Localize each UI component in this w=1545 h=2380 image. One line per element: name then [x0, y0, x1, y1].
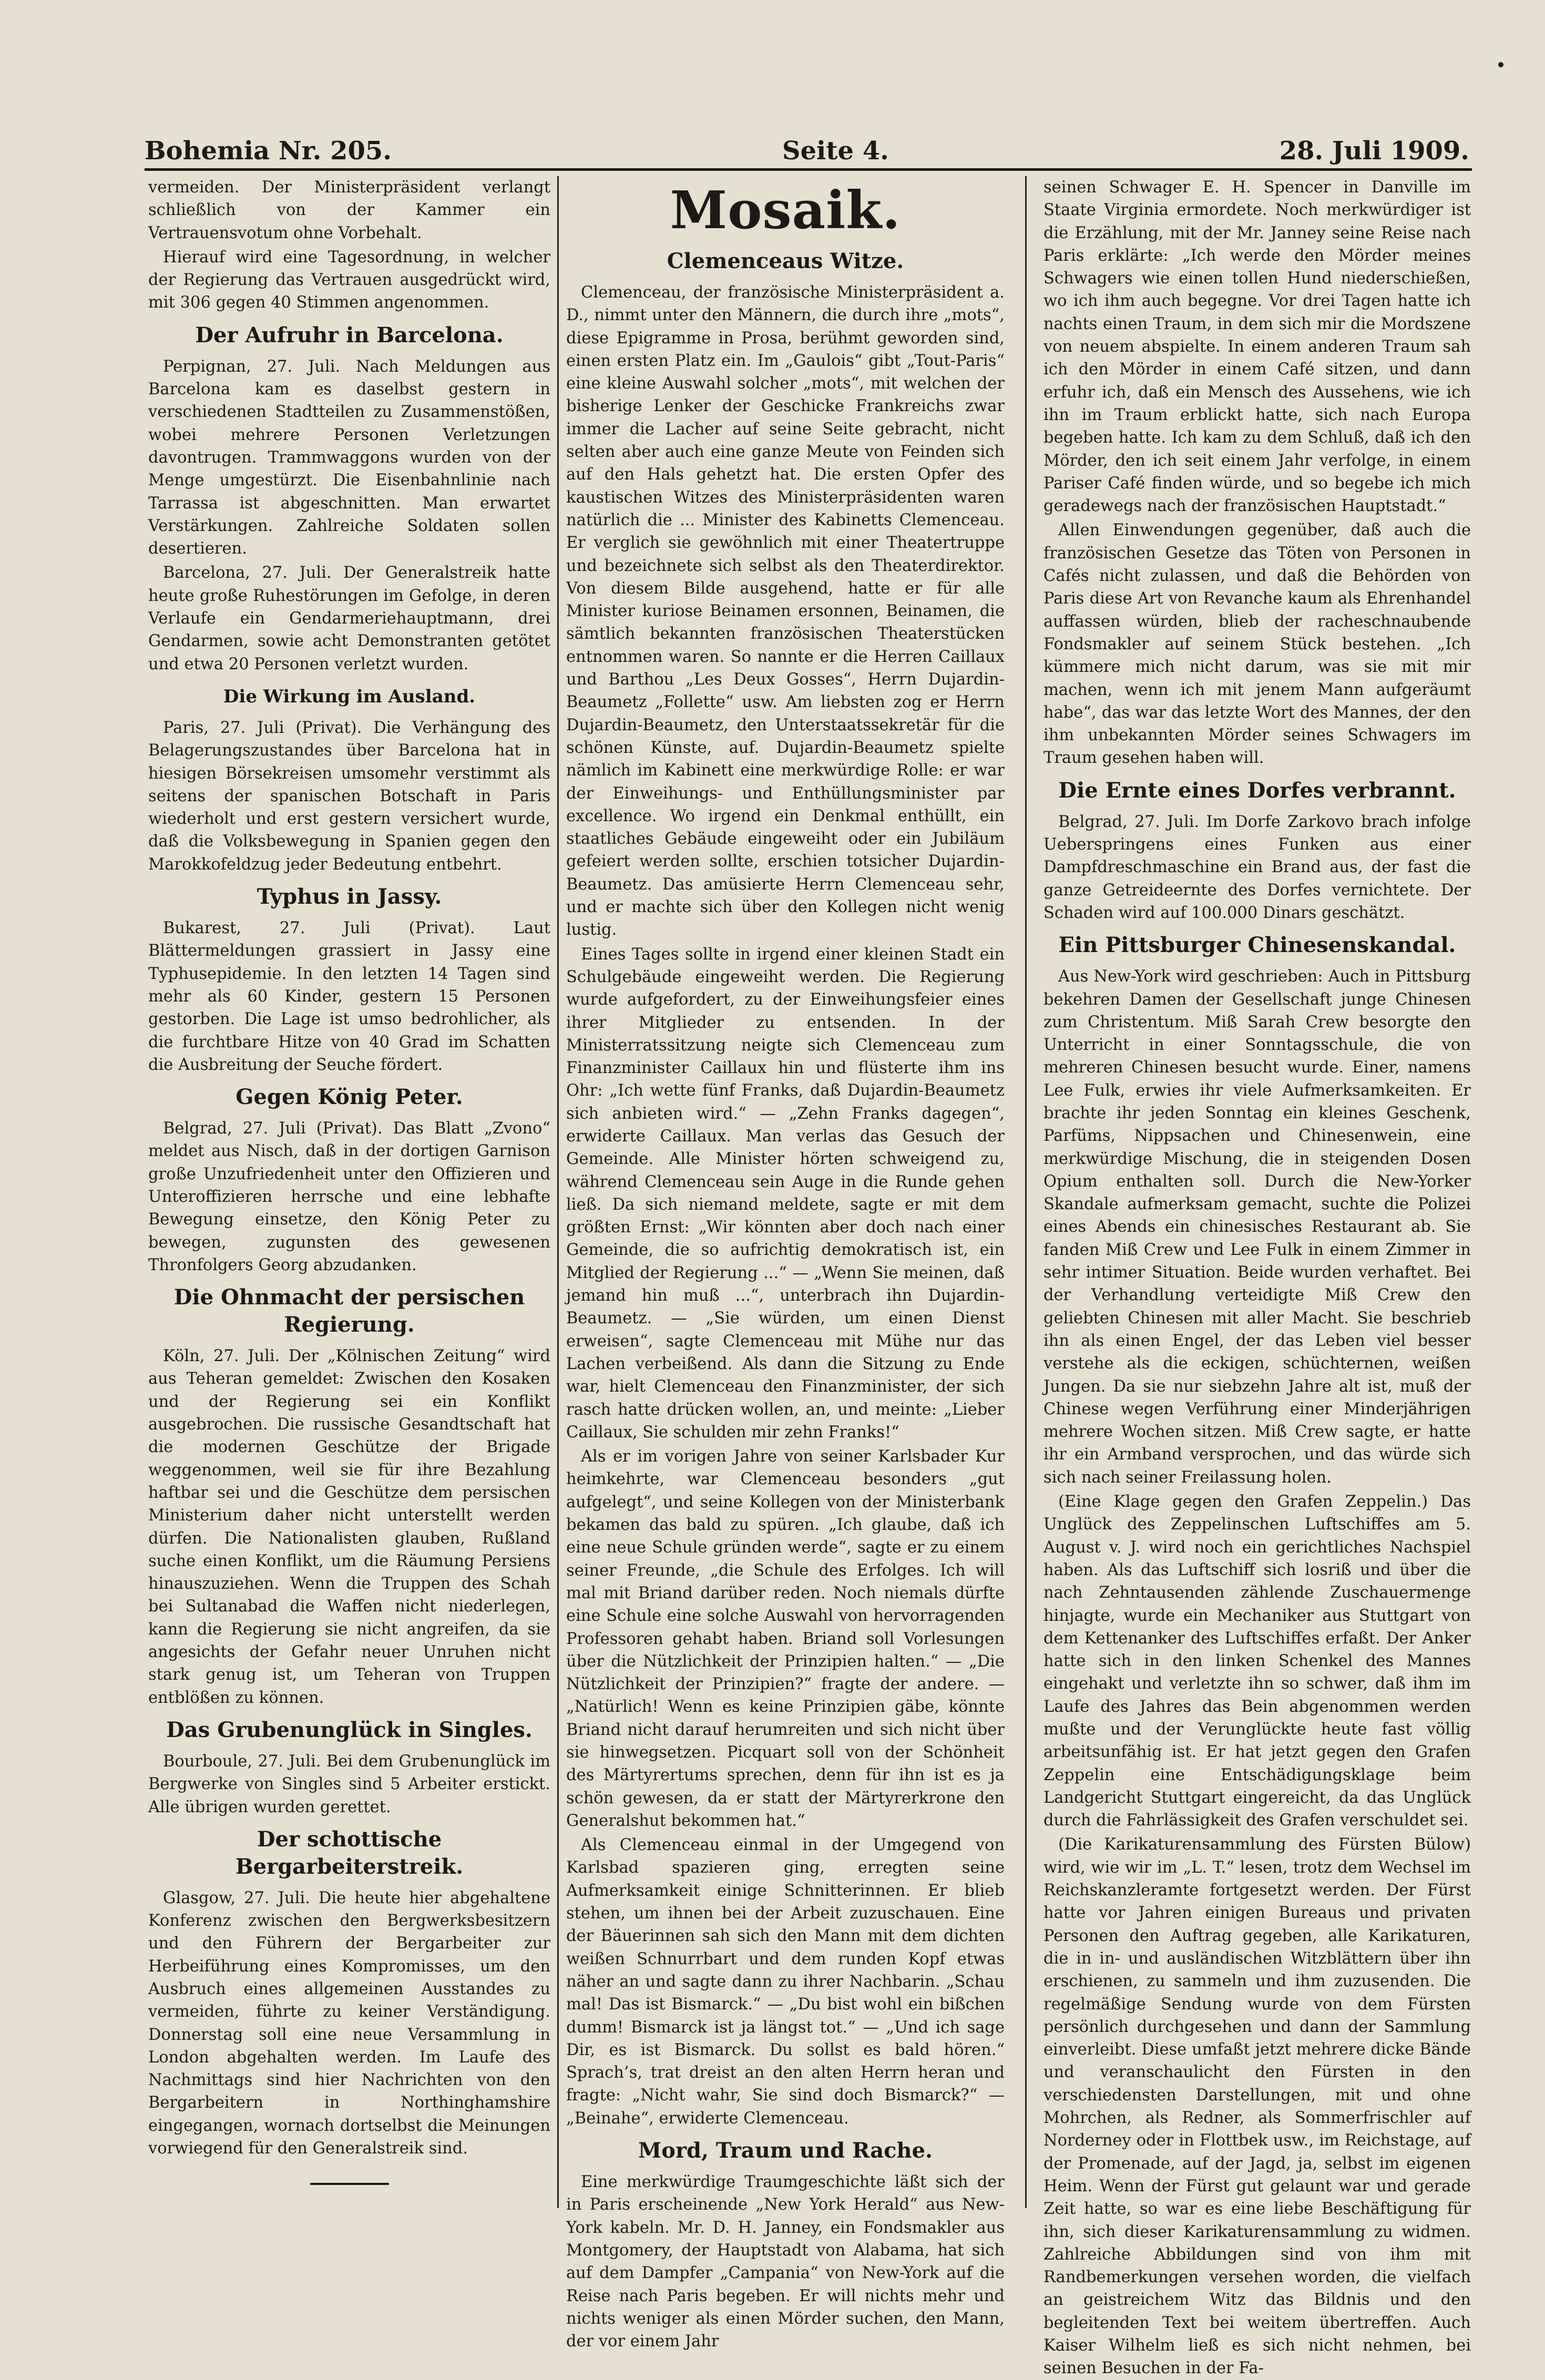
- column-middle: [566, 176, 1005, 2351]
- headline-grubenunglueck: Das Grubenunglück in Singles.: [166, 1717, 533, 1742]
- article-paragraph: Belgrad, 27. Juli (Privat). Das Blatt „Zvono“ meldet aus Nisch, daß in der dortigen Garnison große Unzufriedenheit unter den Offizieren und Unteroffizieren herrsche und eine lebhafte Bewegung einsetze, den König Peter zu bewegen, zugunsten des gewesenen Thronfolgers Georg abzudanken.: [148, 1119, 550, 1274]
- headline-aufruhr-barcelona: Der Aufruhr in Barcelona.: [195, 322, 504, 348]
- article-paragraph: (Eine Klage gegen den Grafen Zeppelin.) Das Unglück des Zeppelinschen Luftschiffes am 5. August v. J. wird noch ein gerichtliches Nachspiel haben. Als das Luftschiff sich losriß und über die nach Zehntausenden zählende Zuschauermenge hinjagte, wurde ein Mechaniker aus Stuttgart von dem Kettenanker des Luftschiffes erfaßt. Der Anker hatte sich in den linken Schenkel des Mannes eingehakt und verletzte ihn so schwer, daß ihm im Laufe des Jahres das Bein abgenommen werden mußte und der Verunglückte heute fast völlig arbeitsunfähig ist. Er hat jetzt gegen den Grafen Zeppelin eine Entschädigungsklage beim Landgericht Stuttgart eingereicht, da das Unglück durch die Fahrlässigkeit des Grafen verschuldet sei.: [1043, 1493, 1471, 1830]
- article-paragraph: Eines Tages sollte in irgend einer kleinen Stadt ein Schulgebäude eingeweiht werden. Die Regierung wurde aufgefordert, zu der Einweihungsfeier eines ihrer Mitglieder zu entsenden. In der Ministerratssitzung neigte sich Clemenceau zum Finanzminister Caillaux hin und flüsterte ihm ins Ohr: „Ich wette fünf Franks, daß Dujardin-Beaumetz sich anbieten wird.“ — „Zehn Franks dagegen“, erwiderte Caillaux. Man verlas das Gesuch der Gemeinde. Alle Minister hörten schweigend zu, während Clemenceau sein Auge in die Runde gehen ließ. Da sich niemand meldete, sagte er mit dem größten Ernst: „Wir könnten aber doch nach einer Gemeinde, die so aufrichtig demokratisch ist, ein Mitglied der Regierung ...“ — „Wenn Sie meinen, daß jemand hin muß ...“, unterbrach ihn Dujardin-Beaumetz. — „Sie würden, um einen Dienst erweisen“, sagte Clemenceau mit Mühe nur das Lachen verbeißend. Als dann die Sitzung zu Ende war, hielt Clemenceau den Finanzminister, der sich rasch hatte drücken wollen, an, und meinte: „Lieber Caillaux, Sie schulden mir zehn Franks!“: [566, 945, 1005, 1442]
- header-rule: [145, 168, 1472, 171]
- article-paragraph: vermeiden. Der Ministerpräsident verlangt schließlich von der Kammer ein Vertrauensvotum ohne Vorbehalt.: [148, 178, 550, 242]
- page-header: [145, 118, 1469, 166]
- article-paragraph: Köln, 27. Juli. Der „Kölnischen Zeitung“ wird aus Teheran gemeldet: Zwischen den Kosaken und der Regierung sei ein Konflikt ausgebrochen. Die russische Gesandtschaft hat die modernen Geschütze der Brigade weggenommen, weil sie für ihre Bezahlung haftbar sei und die Geschütze dem persischen Ministerium daher nicht unterstellt werden dürfen. Die Nationalisten glauben, Rußland suche einen Konflikt, um die Räumung Persiens hinauszuziehen. Wenn die Truppen des Schah bei Sultanabad die Waffen nicht niederlegen, kann die Regierung sie nicht angreifen, da sie angesichts der Gefahr neuer Unruhen nicht stark genug ist, um Teheran von Truppen entblößen zu können.: [148, 1347, 550, 1707]
- section-title-mosaik: Mosaik.: [670, 180, 901, 241]
- column-left: [148, 176, 550, 2213]
- headline-ohnmacht-persien: Die Ohnmacht der persischen Regierung.: [173, 1285, 525, 1337]
- article-paragraph: Eine merkwürdige Traumgeschichte läßt sich der in Paris erscheinende „New York Herald“ aus New-York kabeln. Mr. D. H. Janney, ein Fondsmakler aus Montgomery, der Hauptstadt von Alabama, hat sich auf dem Dampfer „Campania“ von New-York auf die Reise nach Paris begeben. Er will nichts mehr und nichts weniger als einen Mörder suchen, den Mann, der vor einem Jahr: [566, 2173, 1005, 2351]
- article-paragraph: Allen Einwendungen gegenüber, daß auch die französischen Gesetze das Töten von Personen in Cafés nicht zulassen, und daß die Behörden von Paris diese Art von Revanche kaum als Ehrenhandel auffassen würden, blieb der racheschnaubende Fondsmakler auf seinem Stück bestehen. „Ich kümmere mich nicht darum, was sie mit mir machen, wenn ich mit jenem Mann aufgeräumt habe“, das war das letzte Wort des Mannes, der den ihm unbekannten Mörder seines Schwagers im Traum gesehen haben will.: [1043, 521, 1471, 768]
- article-paragraph: Paris, 27. Juli (Privat). Die Verhängung des Belagerungszustandes über Barcelona hat in hiesigen Börsekreisen umsomehr verstimmt als seitens der spanischen Botschaft in Paris wiederholt und erst gestern versichert wurde, daß die Volksbewegung in Spanien gegen den Marokkofeldzug jeder Bedeutung entbehrt.: [148, 718, 550, 874]
- headline-wirkung-ausland: Die Wirkung im Ausland.: [223, 686, 476, 707]
- article-end-rule: [310, 2183, 389, 2185]
- article-paragraph: Glasgow, 27. Juli. Die heute hier abgehaltene Konferenz zwischen den Bergwerksbesitzern und den Führern der Bergarbeiter zur Herbeiführung eines Kompromisses, um den Ausbruch eines allgemeinen Ausstandes zu vermeiden, führte zu keiner Verständigung. Donnerstag soll eine neue Versammlung in London abgehalten werden. Im Laufe des Nachmittags sind hier Nachrichten von den Bergarbeitern in Northinghamshire eingegangen, wornach dortselbst die Meinungen vorwiegend für den Generalstreik sind.: [148, 1888, 550, 2158]
- article-paragraph: Als er im vorigen Jahre von seiner Karlsbader Kur heimkehrte, war Clemenceau besonders „gut aufgelegt“, und seine Kollegen von der Ministerbank bekamen das bald zu spüren. „Ich glaube, daß ich eine neue Schule gründen werde“, sagte er zu einem seiner Freunde, „die Schule des Erfolges. Ich will mal mit Briand darüber reden. Noch niemals dürfte eine Schule eine solche Auswahl von hervorragenden Professoren gehabt haben. Briand soll Vorlesungen über die Nützlichkeit der Prinzipien halten.“ — „Die Nützlichkeit der Prinzipien?“ fragte der andere. — „Natürlich! Wenn es keine Prinzipien gäbe, könnte Briand nicht darauf herumreiten und sich nicht über sie hinwegsetzen. Picquart soll von der Schönheit des Märtyrertums sprechen, denn für ihn ist es ja schön gewesen, da er statt der Märtyrerkrone den Generalshut bekommen hat.“: [566, 1447, 1005, 1830]
- article-paragraph: Barcelona, 27. Juli. Der Generalstreik hatte heute große Ruhestörungen im Gefolge, in deren Verlaufe ein Gendarmeriehauptmann, drei Gendarmen, sowie acht Demonstranten getötet und etwa 20 Personen verletzt wurden.: [148, 564, 550, 673]
- headline-koenig-peter: Gegen König Peter.: [236, 1085, 463, 1110]
- ink-speck: [1498, 62, 1503, 67]
- article-paragraph: Aus New-York wird geschrieben: Auch in Pittsburg bekehren Damen der Gesellschaft junge Chinesen zum Christentum. Miß Sarah Crew besorgte den Unterricht in einer Sonntagsschule, die von mehreren Chinesen besucht wurde. Einer, namens Lee Fulk, erwies ihr viele Aufmerksamkeiten. Er brachte ihr jeden Sonntag ein kleines Geschenk, Parfüms, Nippsachen und Chinesenwein, eine merkwürdige Mischung, die in steigenden Dosen Opium enthalten soll. Durch die New-Yorker Skandale aufmerksam gemacht, suchte die Polizei eines Abends ein chinesisches Restaurant ab. Sie fanden Miß Crew und Lee Fulk in einem Zimmer in sehr intimer Situation. Beide wurden verhaftet. Bei der Verhandlung verteidigte Miß Crew den geliebten Chinesen mit aller Macht. Sie beschrieb ihn als einen Engel, der das Leben viel besser verstehe als die eckigen, schüchternen, weißen Jungen. Da sie nur siebzehn Jahre alt ist, muß der Chinese wegen Verführung einer Minderjährigen mehrere Wochen sitzen. Miß Crew sagte, er hatte ihr ein Armband versprochen, und das würde sich sich nach seiner Freilassung holen.: [1043, 967, 1471, 1487]
- article-paragraph: (Die Karikaturensammlung des Fürsten Bülow) wird, wie wir im „L. T.“ lesen, trotz dem Wechsel im Reichskanzleramte fortgesetzt werden. Der Fürst hatte vor Jahren einigen Bureaus und privaten Personen den Auftrag gegeben, alle Karikaturen, die in in- und ausländischen Witzblättern über ihn erschienen, zu sammeln und ihm zuzusenden. Die regelmäßige Sendung wurde von dem Fürsten persönlich durchgesehen und dann der Sammlung einverleibt. Diese umfaßt jetzt mehrere dicke Bände und veranschaulicht den Fürsten in den verschiedensten Darstellungen, mit und ohne Mohrchen, als Redner, als Sommerfrischler auf Norderney oder in Flottbek usw., im Reichstage, auf der Promenade, auf der Jagd, ja, selbst im eigenen Heim. Wenn der Fürst gut gelaunt war und gerade Zeit hatte, so war es eine liebe Beschäftigung für ihn, sich dieser Karikaturensammlung zu widmen. Zahlreiche Abbildungen sind von ihm mit Randbemerkungen versehen worden, die vielfach an geistreichem Witz das Bildnis und den begleitenden Text bei weitem übertreffen. Auch Kaiser Wilhelm ließ es sich nicht nehmen, bei seinen Besuchen in der Fa-: [1043, 1835, 1471, 2378]
- column-rule-1: [557, 176, 559, 2208]
- headline-clemenceaus-witze: Clemenceaus Witze.: [667, 249, 904, 273]
- column-right: [1043, 176, 1471, 2378]
- headline-bergarbeiterstreik: Der schottische Bergarbeiterstreik.: [235, 1826, 464, 1879]
- headline-pittsburger-chinesenskandal: Ein Pittsburger Chinesenskandal.: [1058, 933, 1456, 958]
- header-date: 28. Juli 1909.: [1279, 136, 1469, 166]
- article-paragraph: Bukarest, 27. Juli (Privat). Laut Blättermeldungen grassiert in Jassy eine Typhusepidemie. In den letzten 14 Tagen sind mehr als 60 Kinder, gestern 15 Personen gestorben. Die Lage ist umso bedrohlicher, als die furchtbare Hitze von 40 Grad im Schatten die Ausbreitung der Seuche fördert.: [148, 919, 550, 1074]
- column-rule-2: [1025, 176, 1027, 2208]
- article-paragraph: Als Clemenceau einmal in der Umgegend von Karlsbad spazieren ging, erregten seine Aufmerksamkeit einige Schnitterinnen. Er blieb stehen, um ihnen bei der Arbeit zuzuschauen. Eine der Bäuerinnen sah sich den Mann mit dem dichten weißen Schnurrbart und dem runden Kopf etwas näher an und sagte dann zu ihrer Nachbarin. „Schau mal! Das ist Bismarck.“ — „Du bist wohl ein bißchen dumm! Bismarck ist ja längst tot.“ — „Und ich sage Dir, es ist Bismarck. Du sollst es bald hören.“ Sprach’s, trat dreist an den alten Herrn heran und fragte: „Nicht wahr, Sie sind doch Bismarck?“ — „Beinahe“, erwiderte Clemenceau.: [566, 1836, 1005, 2128]
- headline-ernte-verbrannt: Die Ernte eines Dorfes verbrannt.: [1058, 778, 1456, 803]
- article-paragraph: Clemenceau, der französische Ministerpräsident a. D., nimmt unter den Männern, die durch ihre „mots“, diese Epigramme in Prosa, berühmt geworden sind, einen ersten Platz ein. Im „Gaulois“ gibt „Tout-Paris“ eine kleine Auswahl solcher „mots“, mit welchen der bisherige Lenker der Geschicke Frankreichs zwar immer die Lacher auf seine Seite gebracht, nicht selten aber auch eine ganze Meute von Feinden sich auf den Hals gehetzt hat. Die ersten Opfer des kaustischen Witzes des Ministerpräsidenten waren natürlich die ... Minister des Kabinetts Clemenceau. Er verglich sie gewöhnlich mit einer Theatertruppe und bezeichnete sich selbst als den Theaterdirektor. Von diesem Bilde ausgehend, hatte er für alle Minister kuriose Beinamen ersonnen, Beinamen, die sämtlich bekannten französischen Theaterstücken entnommen waren. So nannte er die Herren Caillaux und Barthou „Les Deux Gosses“, Herrn Dujardin-Beaumetz „Follette“ usw. Am liebsten zog er Herrn Dujardin-Beaumetz, den Unterstaatssekretär für die schönen Künste, auf. Dujardin-Beaumetz spielte nämlich im Kabinett eine merkwürdige Rolle: er war der Einweihungs- und Enthüllungsminister par excellence. Wo irgend ein Denkmal enthüllt, ein staatliches Gebäude eingeweiht oder ein Jubiläum gefeiert werden sollte, erschien totsicher Dujardin-Beaumetz. Das amüsierte Herrn Clemenceau sehr, und er machte sich über den Kollegen nicht wenig lustig.: [566, 283, 1005, 939]
- article-paragraph: Belgrad, 27. Juli. Im Dorfe Zarkovo brach infolge Ueberspringens eines Funken aus einer Dampfdreschmaschine ein Brand aus, der fast die ganze Getreideernte des Dorfes vernichtete. Der Schaden wird auf 100.000 Dinars geschätzt.: [1043, 812, 1471, 922]
- headline-mord-traum-rache: Mord, Traum und Rache.: [638, 2138, 933, 2163]
- header-page-number: Seite 4.: [782, 136, 889, 166]
- article-paragraph: seinen Schwager E. H. Spencer in Danville im Staate Virginia ermordete. Noch merkwürdiger ist die Erzählung, mit der Mr. Janney seine Reise nach Paris erklärte: „Ich werde den Mörder meines Schwagers wie einen tollen Hund niederschießen, wo ich ihm auch begegne. Vor drei Tagen hatte ich nachts einen Traum, in dem sich mir die Mordszene von neuem abspielte. In einem anderen Traum sah ich den Mörder in einem Café sitzen, und dann erfuhr ich, daß ein Mensch des Aussehens, wie ich ihn im Traum erblickt hatte, sich nach Europa begeben hatte. Ich kam zu dem Schluß, daß ich den Mörder, den ich seit einem Jahr verfolge, in einem Pariser Café finden würde, und so begebe ich mich geradewegs nach der französischen Hauptstadt.“: [1043, 178, 1471, 516]
- article-paragraph: Bourboule, 27. Juli. Bei dem Grubenunglück im Bergwerke von Singles sind 5 Arbeiter erstickt. Alle übrigen wurden gerettet.: [148, 1752, 550, 1816]
- header-issue: Bohemia Nr. 205.: [145, 136, 392, 166]
- article-paragraph: Perpignan, 27. Juli. Nach Meldungen aus Barcelona kam es daselbst gestern in verschiedenen Stadtteilen zu Zusammenstößen, wobei mehrere Personen Verletzungen davontrugen. Trammwaggons wurden von der Menge umgestürzt. Die Eisenbahnlinie nach Tarrassa ist abgeschnitten. Man erwartet Verstärkungen. Zahlreiche Soldaten sollen desertieren.: [148, 357, 550, 558]
- article-paragraph: Hierauf wird eine Tagesordnung, in welcher der Regierung das Vertrauen ausgedrückt wird, mit 306 gegen 40 Stimmen angenommen.: [148, 248, 550, 312]
- headline-typhus-jassy: Typhus in Jassy.: [257, 884, 442, 910]
